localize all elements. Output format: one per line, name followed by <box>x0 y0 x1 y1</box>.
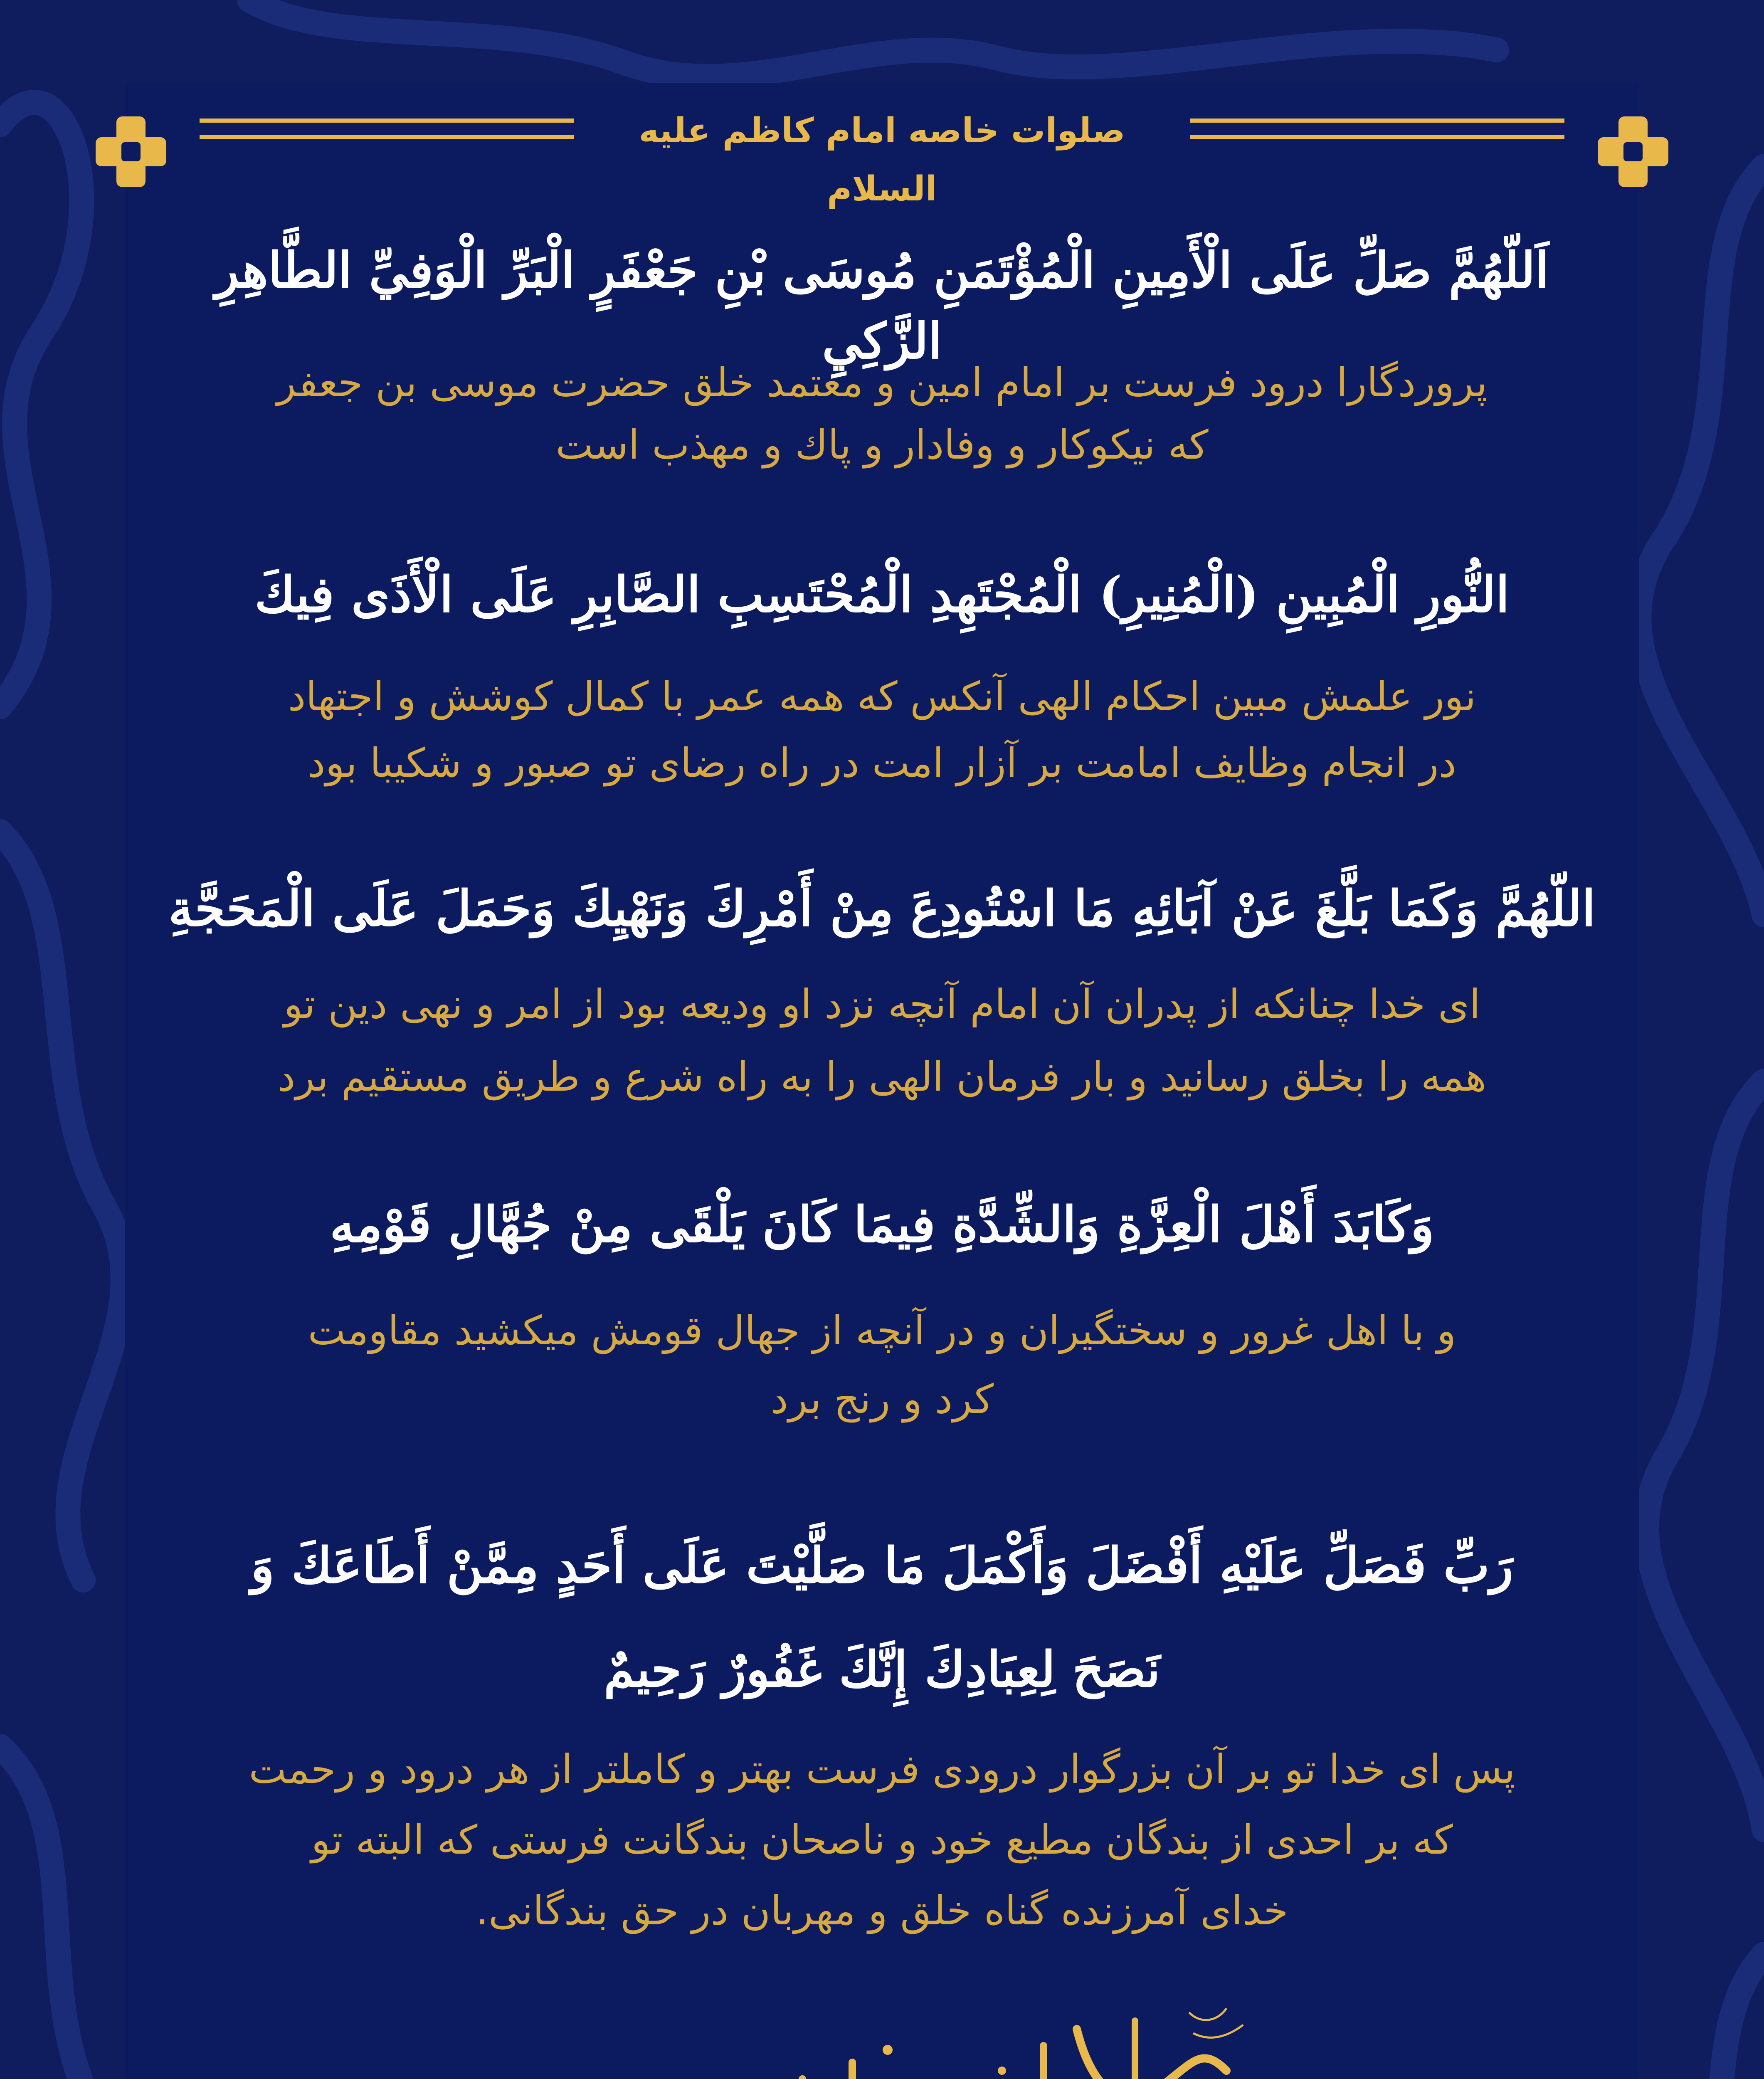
imam-kazim-calligraphy-logo <box>511 1996 1260 2079</box>
section-1-persian-line-1: پروردگارا درود فرست بر امام امین و معتمد خلق حضرت موسی بن جعفر <box>276 359 1488 406</box>
section-5-persian-line-2: که بر احدی از بندگان مطیع خود و ناصحان بندگانت فرستی که البته تو <box>311 1817 1453 1863</box>
top-rule-right-upper <box>1190 119 1564 123</box>
section-2-arabic: النُّورِ الْمُبِينِ (الْمُنِيرِ) الْمُجْتَهِدِ الْمُحْتَسِبِ الصَّابِرِ عَلَى الْأَذَى فِيكَ <box>254 565 1510 623</box>
top-rule-left-lower <box>200 135 574 139</box>
corner-ornament-top-right <box>1598 116 1668 187</box>
section-3-persian-line-1: ای خدا چنانکه از پدران آن امام آنچه نزد او ودیعه بود از امر و نهی دین تو <box>284 981 1480 1027</box>
section-4-persian-line-1: و با اهل غرور و سختگیران و در آنچه از جهال قومش میکشید مقاومت <box>308 1307 1456 1354</box>
top-rule-left-upper <box>200 119 574 123</box>
section-5-persian-line-1: پس ای خدا تو بر آن بزرگوار درودی فرست بهتر و کاملتر از هر درود و رحمت <box>249 1746 1515 1793</box>
section-2-persian-line-1: نور علمش مبین احکام الهی آنکس که همه عمر با کمال کوشش و اجتهاد <box>288 673 1476 720</box>
section-4-persian-line-2: کرد و رنج برد <box>770 1376 994 1422</box>
section-3-persian-line-2: همه را بخلق رسانید و بار فرمان الهی را به راه شرع و طریق مستقیم برد <box>277 1054 1487 1100</box>
section-5-persian-line-3: خدای آمرزنده گناه خلق و مهربان در حق بندگانی. <box>476 1887 1288 1934</box>
section-2-persian-line-2: در انجام وظایف امامت بر آزار امت در راه رضای تو صبور و شکیبا بود <box>307 740 1457 786</box>
section-1-arabic: اَللّهُمَّ صَلِّ عَلَى الْأَمِينِ الْمُؤْتَمَنِ مُوسَى بْنِ جَعْفَرٍ الْبَرِّ الْوَفِيِّ الطَّاهِرِ الزَّكِيِ <box>215 241 1549 370</box>
top-rule-right-lower <box>1190 135 1564 139</box>
section-4-arabic: وَكَابَدَ أَهْلَ الْعِزَّةِ وَالشِّدَّةِ فِيمَا كَانَ يَلْقَى مِنْ جُهَّالِ قَوْمِهِ <box>330 1195 1434 1253</box>
corner-ornament-top-left <box>96 116 166 187</box>
section-5-arabic-line-1: رَبِّ فَصَلِّ عَلَيْهِ أَفْضَلَ وَأَكْمَلَ مَا صَلَّيْتَ عَلَى أَحَدٍ مِمَّنْ أَطَاعَكَ وَ <box>251 1536 1513 1594</box>
section-1-persian-line-2: که نیکوکار و وفادار و پاك و مهذب است <box>555 422 1209 468</box>
section-5-arabic-line-2: نَصَحَ لِعِبَادِكَ إِنَّكَ غَفُورٌ رَحِيمٌ <box>604 1640 1160 1698</box>
section-3-arabic: اللّهُمَّ وَكَمَا بَلَّغَ عَنْ آبَائِهِ مَا اسْتُودِعَ مِنْ أَمْرِكَ وَنَهْيِكَ وَحَمَلَ عَلَى الْمَحَجَّةِ <box>168 879 1596 937</box>
page-title: صلوات خاصه امام کاظم علیه السلام <box>639 111 1125 209</box>
